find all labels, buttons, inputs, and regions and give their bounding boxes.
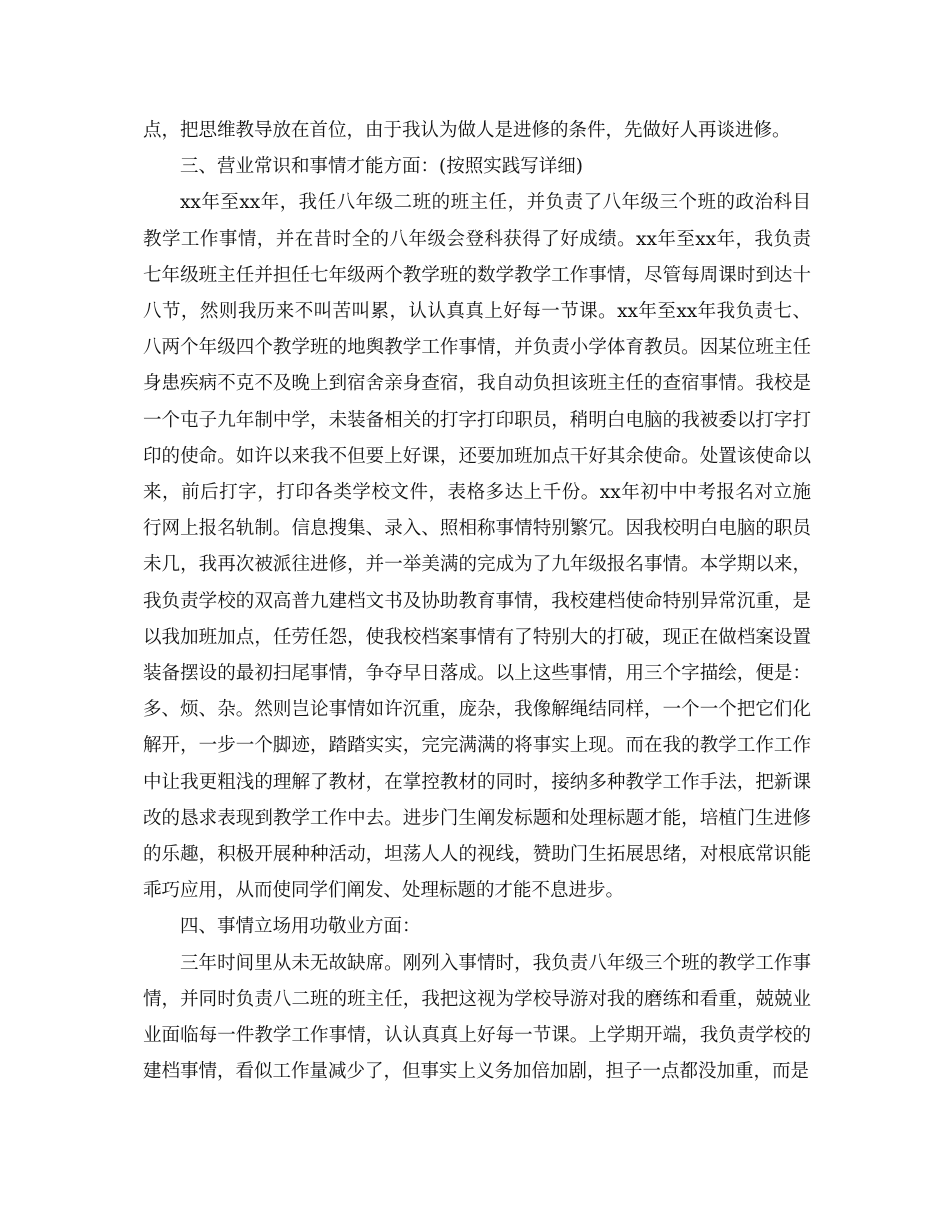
document-body: [143, 113, 811, 1090]
paragraph-3: xx年至xx年，我任八年级二班的班主任，并负责了八年级三个班的政治科目教学工作事情，并在昔时全的八年级会登科获得了好成绩。xx年至xx年，我负责七年级班主任并担任七年级两个教学班的数学教学工作事情，尽管每周课时到达十八节，然则我历来不叫苦叫累，认认真真上好每一节课。xx年至xx年我负责七、八两个年级四个教学班的地舆教学工作事情，并负责小学体育教员。因某位班主任身患疾病不克不及晚上到宿舍亲身查宿，我自动负担该班主任的查宿事情。我校是一个屯子九年制中学，未装备相关的打字打印职员，稍明白电脑的我被委以打字打印的使命。如许以来我不但要上好课，还要加班加点干好其余使命。处置该使命以来，前后打字，打印各类学校文件，表格多达上千份。xx年初中中考报名对立施行网上报名轨制。信息搜集、录入、照相称事情特别繁冗。因我校明白电脑的职员未几，我再次被派往进修，并一举美满的完成为了九年级报名事情。本学期以来，我负责学校的双高普九建档文书及协助教育事情，我校建档使命特别异常沉重，是以我加班加点，任劳任怨，使我校档案事情有了特别大的打破，现正在做档案设置装备摆设的最初扫尾事情，争夺早日落成。以上这些事情，用三个字描绘，便是：多、烦、杂。然则岂论事情如许沉重，庞杂，我像解绳结同样，一个一个把它们化解开，一步一个脚迹，踏踏实实，完完满满的将事实上现。而在我的教学工作工作中让我更粗浅的理解了教材，在掌控教材的同时，接纳多种教学工作手法，把新课改的恳求表现到教学工作中去。进步门生阐发标题和处理标题才能，培植门生进修的乐趣，积极开展种种活动，坦荡人人的视线，赞助门生拓展思绪，对根底常识能乖巧应用，从而使同学们阐发、处理标题的才能不息进步。: [143, 192, 811, 902]
paragraph-1: 点，把思维教导放在首位，由于我认为做人是进修的条件，先做好人再谈进修。: [143, 120, 791, 141]
paragraph-5: 三年时间里从未无故缺席。刚列入事情时，我负责八年级三个班的教学工作事情，并同时负责八二班的班主任，我把这视为学校导游对我的磨练和看重，兢兢业业面临每一件教学工作事情，认认真真上好每一节课。上学期开端，我负责学校的建档事情，看似工作量减少了，但事实上义务加倍加剧，担子一点都没加重，而是: [143, 952, 811, 1083]
paragraph-4-heading: 四、事情立场用功敬业方面：: [180, 916, 421, 938]
paragraph-2-heading: 三、营业常识和事情才能方面：(按照实践写详细): [180, 156, 583, 178]
